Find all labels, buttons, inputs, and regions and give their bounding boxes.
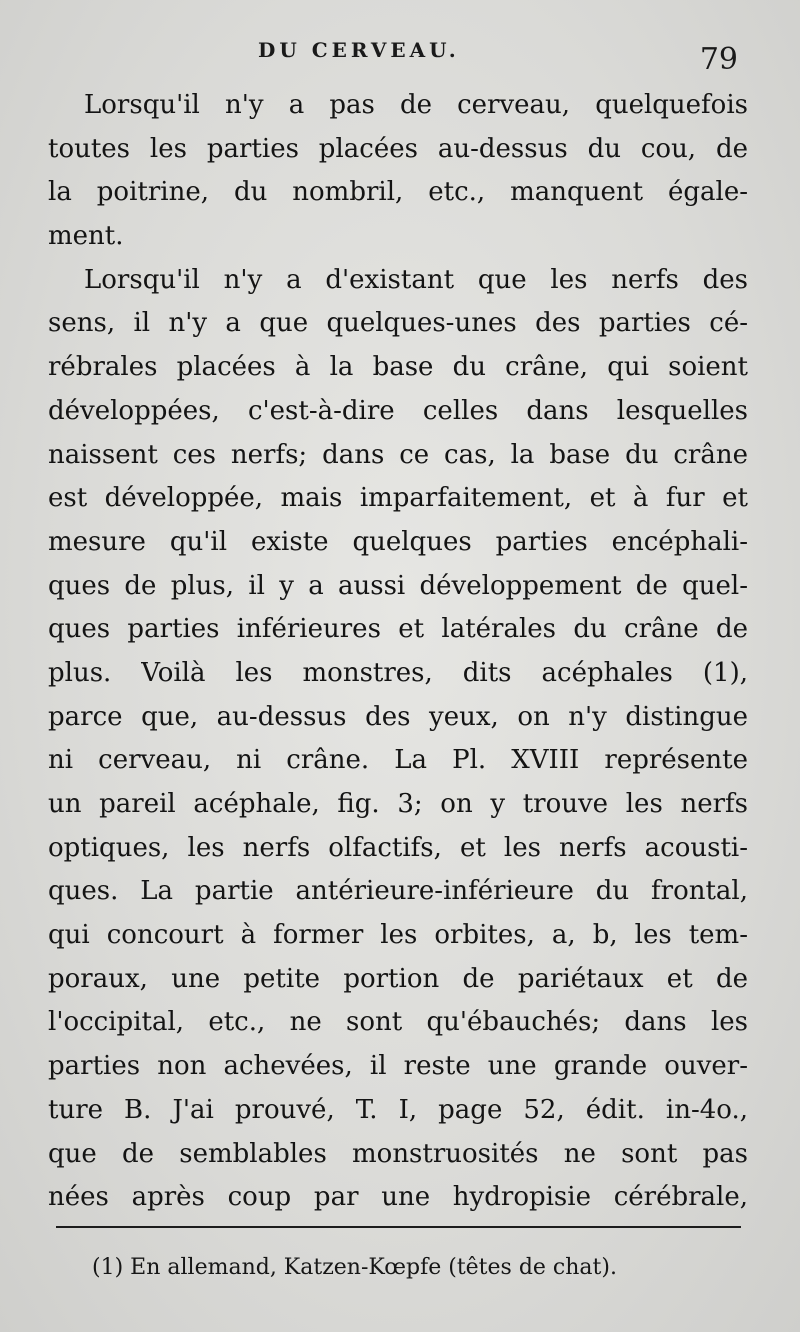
text-line: nées après coup par une hydropisie cérébrale, <box>48 1182 748 1213</box>
paragraph-1 <box>48 84 748 259</box>
text-line: naissent ces nerfs; dans ce cas, la base du crâne <box>48 439 748 470</box>
text-line: parce que, au-dessus des yeux, on n'y distingue <box>48 701 748 732</box>
text-line: Lorsqu'il n'y a pas de cerveau, quelquefois <box>84 90 748 120</box>
text-line: poraux, une petite portion de pariétaux et de <box>48 963 748 994</box>
text-line: toutes les parties placées au-dessus du cou, de <box>48 133 748 164</box>
text-line: ques de plus, il y a aussi développement de quel- <box>48 570 748 601</box>
text-line: ques parties inférieures et latérales du crâne de <box>48 614 748 645</box>
body-text <box>48 84 748 1220</box>
text-line: rébrales placées à la base du crâne, qui soient <box>48 352 748 383</box>
text-line: qui concourt à former les orbites, a, b, les tem- <box>48 920 748 951</box>
text-line: la poitrine, du nombril, etc., manquent égale- <box>48 177 748 208</box>
text-line: ni cerveau, ni crâne. La Pl. XVIII représente <box>48 745 748 776</box>
footnote-rule <box>56 1226 741 1228</box>
paragraph-2 <box>48 259 748 1220</box>
text-line: ment. <box>48 221 124 252</box>
text-line: mesure qu'il existe quelques parties encéphali- <box>48 526 748 557</box>
text-line: est développée, mais imparfaitement, et à fur et <box>48 483 748 514</box>
text-line: parties non achevées, il reste une grande ouver- <box>48 1051 748 1082</box>
text-line: ture B. J'ai prouvé, T. I, page 52, édit. in-4o., <box>48 1094 748 1125</box>
text-line: que de semblables monstruosités ne sont pas <box>48 1138 748 1169</box>
page-number: 79 <box>699 42 738 77</box>
text-line: un pareil acéphale, fig. 3; on y trouve les nerfs <box>48 789 748 819</box>
text-line: plus. Voilà les monstres, dits acéphales (1), <box>48 657 748 688</box>
footnote: (1) En allemand, Katzen-Kœpfe (têtes de chat). <box>92 1255 617 1280</box>
running-title: DU CERVEAU. <box>258 38 460 62</box>
text-line: optiques, les nerfs olfactifs, et les nerfs acousti- <box>48 832 748 863</box>
text-line: ques. La partie antérieure-inférieure du frontal, <box>48 876 748 907</box>
text-line: Lorsqu'il n'y a d'existant que les nerfs des <box>84 264 748 295</box>
text-line: sens, il n'y a que quelques-unes des parties cé- <box>48 308 748 339</box>
text-line: l'occipital, etc., ne sont qu'ébauchés; dans les <box>48 1007 748 1038</box>
text-line: développées, c'est-à-dire celles dans lesquelles <box>48 395 748 426</box>
